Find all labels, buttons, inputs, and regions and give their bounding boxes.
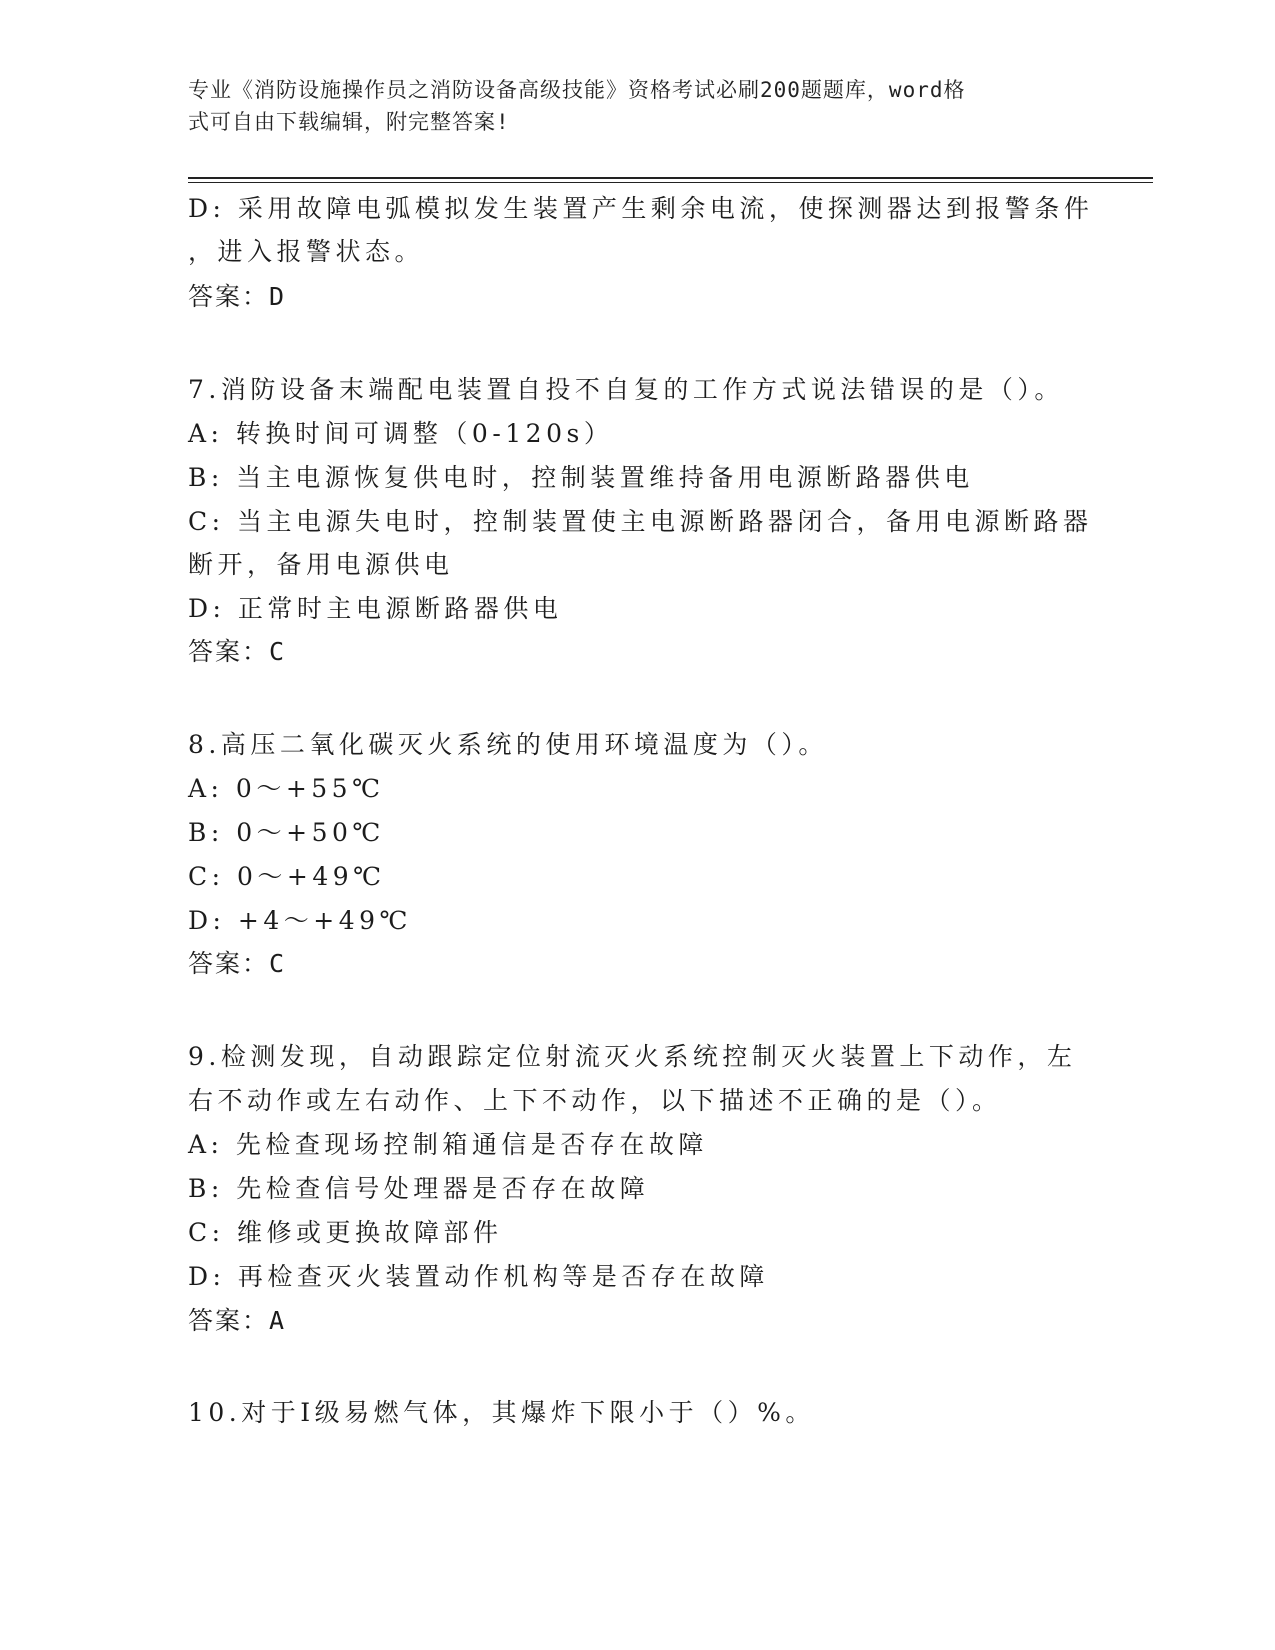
q9-answer: 答案：A	[188, 1306, 287, 1335]
q7-answer: 答案：C	[188, 637, 287, 666]
q7-option-b: B: 当主电源恢复供电时，控制装置维持备用电源断路器供电	[188, 463, 974, 492]
q8-option-b: B: 0～+50℃	[188, 818, 385, 847]
header-divider-thin	[188, 182, 1153, 183]
q6-option-d-line2: ，进入报警状态。	[188, 237, 425, 266]
document-header	[188, 74, 1068, 138]
q9-stem-line2: 右不动作或左右动作、上下不动作，以下描述不正确的是（）。	[188, 1086, 1002, 1115]
q7-option-c-line2: 断开，备用电源供电	[188, 550, 454, 579]
q8-option-a: A: 0～+55℃	[188, 774, 385, 803]
q10-stem: 10.对于Ⅰ级易燃气体，其爆炸下限小于（）%。	[188, 1398, 815, 1427]
q9-option-a: A: 先检查现场控制箱通信是否存在故障	[188, 1130, 708, 1159]
q8-option-d: D: +4～+49℃	[188, 906, 412, 935]
q7-stem: 7.消防设备末端配电装置自投不自复的工作方式说法错误的是（）。	[188, 375, 1064, 404]
q9-option-b: B: 先检查信号处理器是否存在故障	[188, 1174, 650, 1203]
q6-option-d-line1: D: 采用故障电弧模拟发生装置产生剩余电流，使探测器达到报警条件	[188, 194, 1094, 223]
header-divider-thick	[188, 177, 1153, 179]
q9-option-d: D: 再检查灭火装置动作机构等是否存在故障	[188, 1262, 769, 1291]
q8-answer: 答案：C	[188, 949, 287, 978]
q6-answer: 答案：D	[188, 282, 287, 311]
q7-option-a: A: 转换时间可调整（0-120s）	[188, 419, 614, 448]
q9-option-c: C: 维修或更换故障部件	[188, 1218, 503, 1247]
q7-option-d: D: 正常时主电源断路器供电	[188, 594, 563, 623]
q9-stem-line1: 9.检测发现，自动跟踪定位射流灭火系统控制灭火装置上下动作，左	[188, 1042, 1077, 1071]
q8-stem: 8.高压二氧化碳灭火系统的使用环境温度为（）。	[188, 730, 828, 759]
header-title-line1: 专业《消防设施操作员之消防设备高级技能》资格考试必刷200题题库，word格	[188, 78, 966, 102]
header-title-line2: 式可自由下载编辑，附完整答案!	[188, 110, 510, 134]
q7-option-c-line1: C: 当主电源失电时，控制装置使主电源断路器闭合，备用电源断路器	[188, 507, 1093, 536]
q8-option-c: C: 0～+49℃	[188, 862, 386, 891]
